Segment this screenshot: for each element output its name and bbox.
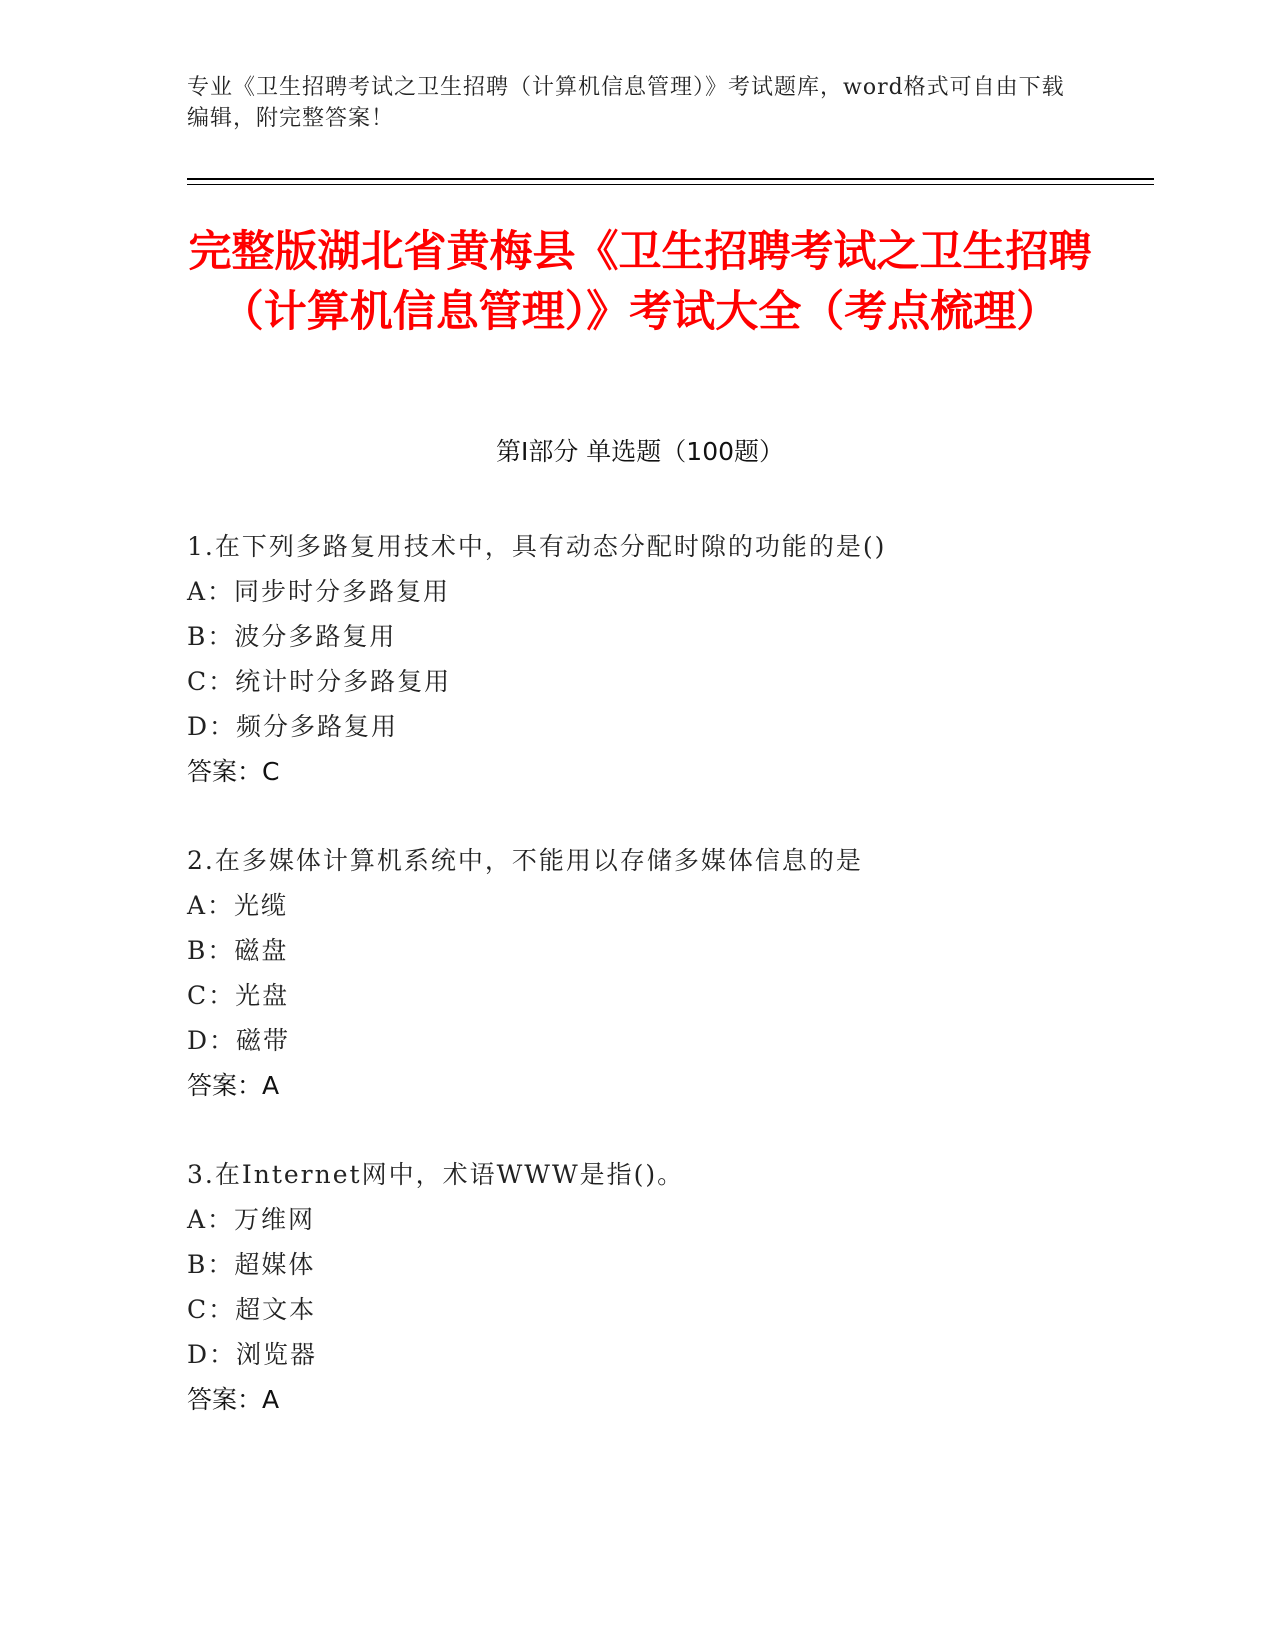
answer-line: 答案：A	[187, 1071, 280, 1100]
header-rule-thin	[187, 184, 1154, 185]
option-a: A：同步时分多路复用	[187, 577, 451, 606]
question-2	[187, 838, 1154, 1108]
question-stem: 2.在多媒体计算机系统中，不能用以存储多媒体信息的是	[187, 846, 863, 875]
question-stem: 1.在下列多路复用技术中，具有动态分配时隙的功能的是()	[187, 532, 887, 561]
option-b: B：超媒体	[187, 1250, 316, 1279]
answer-line: 答案：C	[187, 757, 280, 786]
option-b: B：磁盘	[187, 936, 289, 965]
question-1	[187, 524, 1154, 794]
option-c: C：统计时分多路复用	[187, 667, 452, 696]
option-d: D：频分多路复用	[187, 712, 399, 741]
section-title: 第Ⅰ部分 单选题（100题）	[495, 437, 785, 466]
option-a: A：万维网	[187, 1205, 316, 1234]
option-d: D：磁带	[187, 1026, 291, 1055]
option-d: D：浏览器	[187, 1340, 318, 1369]
question-stem: 3.在Internet网中，术语WWW是指()。	[187, 1160, 685, 1189]
document-title: 完整版湖北省黄梅县《卫生招聘考试之卫生招聘（计算机信息管理）》考试大全（考点梳理）	[188, 227, 1092, 337]
option-a: A：光缆	[187, 891, 289, 920]
option-c: C：超文本	[187, 1295, 317, 1324]
header-rule-thick	[187, 178, 1154, 180]
answer-line: 答案：A	[187, 1385, 280, 1414]
question-3	[187, 1152, 1154, 1422]
header-note: 专业《卫生招聘考试之卫生招聘（计算机信息管理）》考试题库，word格式可自由下载编辑，附完整答案！	[187, 75, 1065, 131]
option-c: C：光盘	[187, 981, 290, 1010]
question-list	[187, 524, 1154, 1466]
option-b: B：波分多路复用	[187, 622, 397, 651]
